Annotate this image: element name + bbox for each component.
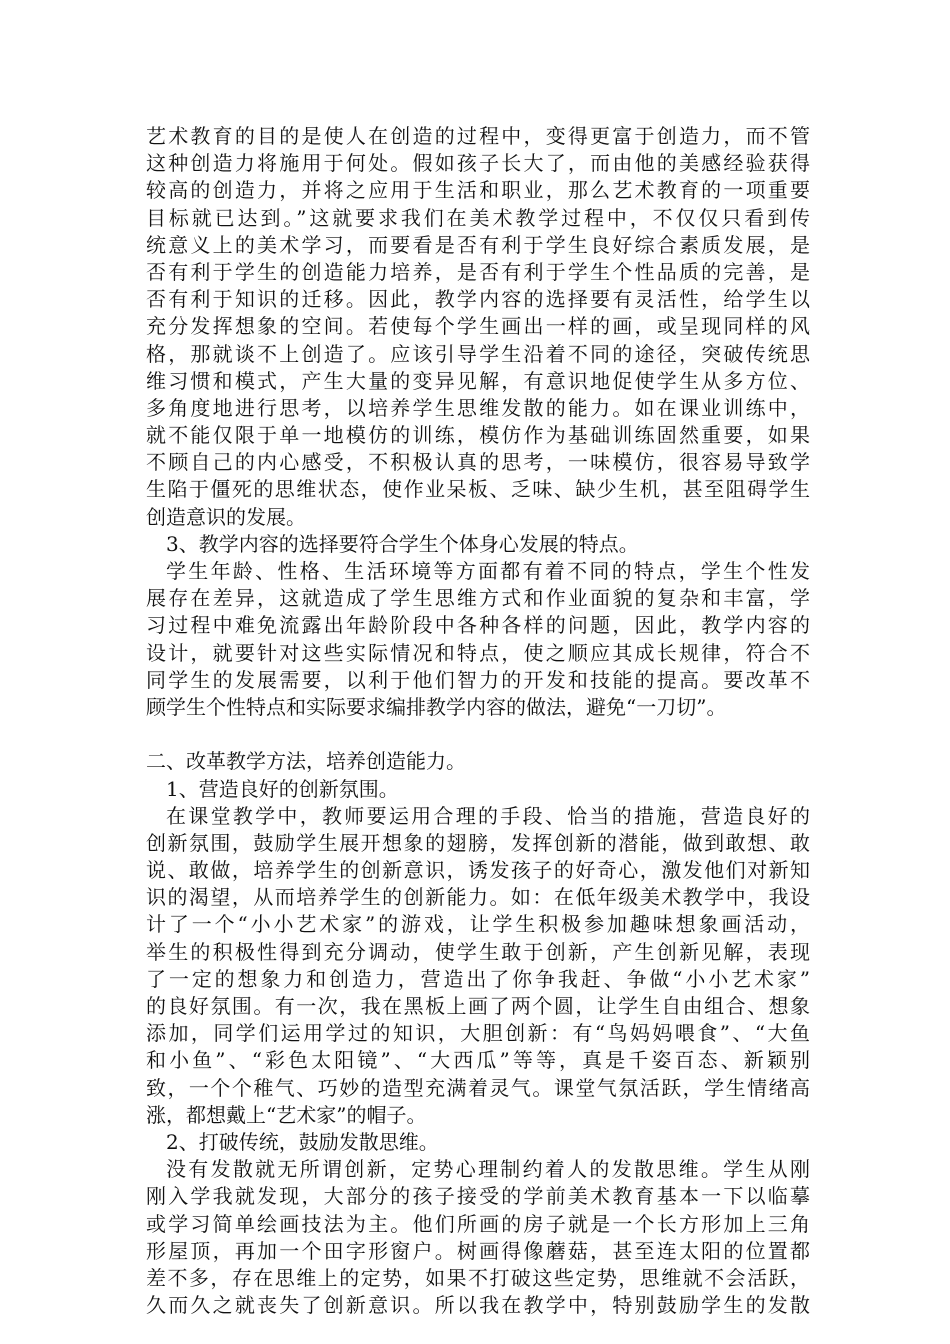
text-line: 和小鱼”、“彩色太阳镜”、“大西瓜”等等，真是千姿百态、新颖别 [146,1048,810,1073]
text-line: 学生年龄、性格、生活环境等方面都有着不同的特点，学生个性发 [166,559,810,583]
text-line: 否有利于知识的迁移。因此，教学内容的选择要有灵活性，给学生以 [146,287,810,312]
text-line: 计了一个“小小艺术家”的游戏，让学生积极参加趣味想象画活动， [146,912,810,937]
subheading [146,1129,810,1156]
text-line: 这种创造力将施用于何处。假如孩子长大了，而由他的美感经验获得 [146,151,810,176]
text-line: 不顾自己的内心感受，不积极认真的思考，一味模仿，很容易导致学 [146,450,810,475]
paragraph [146,123,810,531]
text-line: 没有发散就无所谓创新，定势心理制约着人的发散思维。学生从刚 [166,1157,810,1182]
text-line: 形屋顶，再加一个田字形窗户。树画得像蘑菇，甚至连太阳的位置都 [146,1238,810,1263]
subheading [146,531,810,558]
document-page [146,123,810,1319]
paragraph [146,1156,810,1319]
text-line: 统意义上的美术学习，而要看是否有利于学生良好综合素质发展，是 [146,232,810,257]
text-line: 的良好氛围。有一次，我在黑板上画了两个圆，让学生自由组合、想象 [146,994,810,1018]
blank-line [146,721,810,748]
text-line: 习过程中难免流露出年龄阶段中各种各样的问题，因此，教学内容的 [146,613,810,638]
text-line: 同学生的发展需要，以利于他们智力的开发和技能的提高。要改革不 [146,667,810,692]
text-line: 创新氛围，鼓励学生展开想象的翅膀，发挥创新的潜能，做到敢想、敢 [146,830,810,855]
text-line: 或学习简单绘画技法为主。他们所画的房子就是一个长方形加上三角 [146,1211,810,1236]
text-line: 在课堂教学中，教师要运用合理的手段、恰当的措施，营造良好的 [166,803,810,828]
text-line: 充分发挥想象的空间。若使每个学生画出一样的画，或呈现同样的风 [146,314,810,339]
text-line: 较高的创造力，并将之应用于生活和职业，那么艺术教育的一项重要 [146,178,810,203]
text-line: 举生的积极性得到充分调动，使学生敢于创新，产生创新见解，表现 [146,939,810,964]
text-line: 生陷于僵死的思维状态，使作业呆板、乏味、缺少生机，甚至阻碍学生 [146,477,810,502]
text-line: 添加，同学们运用学过的知识，大胆创新：有“鸟妈妈喂食”、“大鱼 [146,1021,810,1046]
text-line: 致，一个个稚气、巧妙的造型充满着灵气。课堂气氛活跃，学生情绪高 [146,1075,810,1100]
text-line: 差不多，存在思维上的定势，如果不打破这些定势，思维就不会活跃， [146,1265,810,1290]
text-line: 多角度地进行思考，以培养学生思维发散的能力。如在课业训练中， [146,395,810,420]
text-line: 就不能仅限于单一地模仿的训练，模仿作为基础训练固然重要，如果 [146,423,810,448]
text-line: 展存在差异，这就造成了学生思维方式和作业面貌的复杂和丰富，学 [146,586,810,611]
text-line: 创造意识的发展。 [146,504,306,529]
text-line: 顾学生个性特点和实际要求编排教学内容的做法，避免“一刀切”。 [146,694,727,719]
text-line: 涨，都想戴上“艺术家”的帽子。 [146,1102,427,1127]
text-line: 说、敢做，培养学生的创新意识，诱发孩子的好奇心，激发他们对新知 [146,858,810,883]
text-line: 维习惯和模式，产生大量的变异见解，有意识地促使学生从多方位、 [146,368,810,393]
text-line: 刚入学我就发现，大部分的孩子接受的学前美术教育基本一下以临摹 [146,1184,810,1209]
text-line: 识的渴望，从而培养学生的创新能力。如：在低年级美术教学中，我设 [146,885,810,910]
section-heading [146,748,810,775]
text-line: 艺术教育的目的是使人在创造的过程中，变得更富于创造力，而不管 [146,124,810,148]
text-line: 否有利于学生的创造能力培养，是否有利于学生个性品质的完善，是 [146,259,810,284]
text-line: 久而久之就丧失了创新意识。所以我在教学中，特别鼓励学生的发散 [146,1293,810,1318]
paragraph [146,558,810,721]
text-line: 3、教学内容的选择要符合学生个体身心发展的特点。 [166,531,639,556]
subheading [146,776,810,803]
text-line: 1、营造良好的创新氛围。 [166,776,399,801]
paragraph [146,803,810,1129]
text-line: 2、打破传统，鼓励发散思维。 [166,1129,439,1154]
text-line: 二、改革教学方法，培养创造能力。 [146,749,466,774]
text-line: 格，那就谈不上创造了。应该引导学生沿着不同的途径，突破传统思 [146,341,810,366]
text-line: 设计，就要针对这些实际情况和特点，使之顺应其成长规律，符合不 [146,640,810,665]
text-line: 目标就已达到。”这就要求我们在美术教学过程中，不仅仅只看到传 [146,205,810,230]
text-line: 了一定的想象力和创造力，营造出了你争我赶、争做“小小艺术家” [146,966,810,991]
